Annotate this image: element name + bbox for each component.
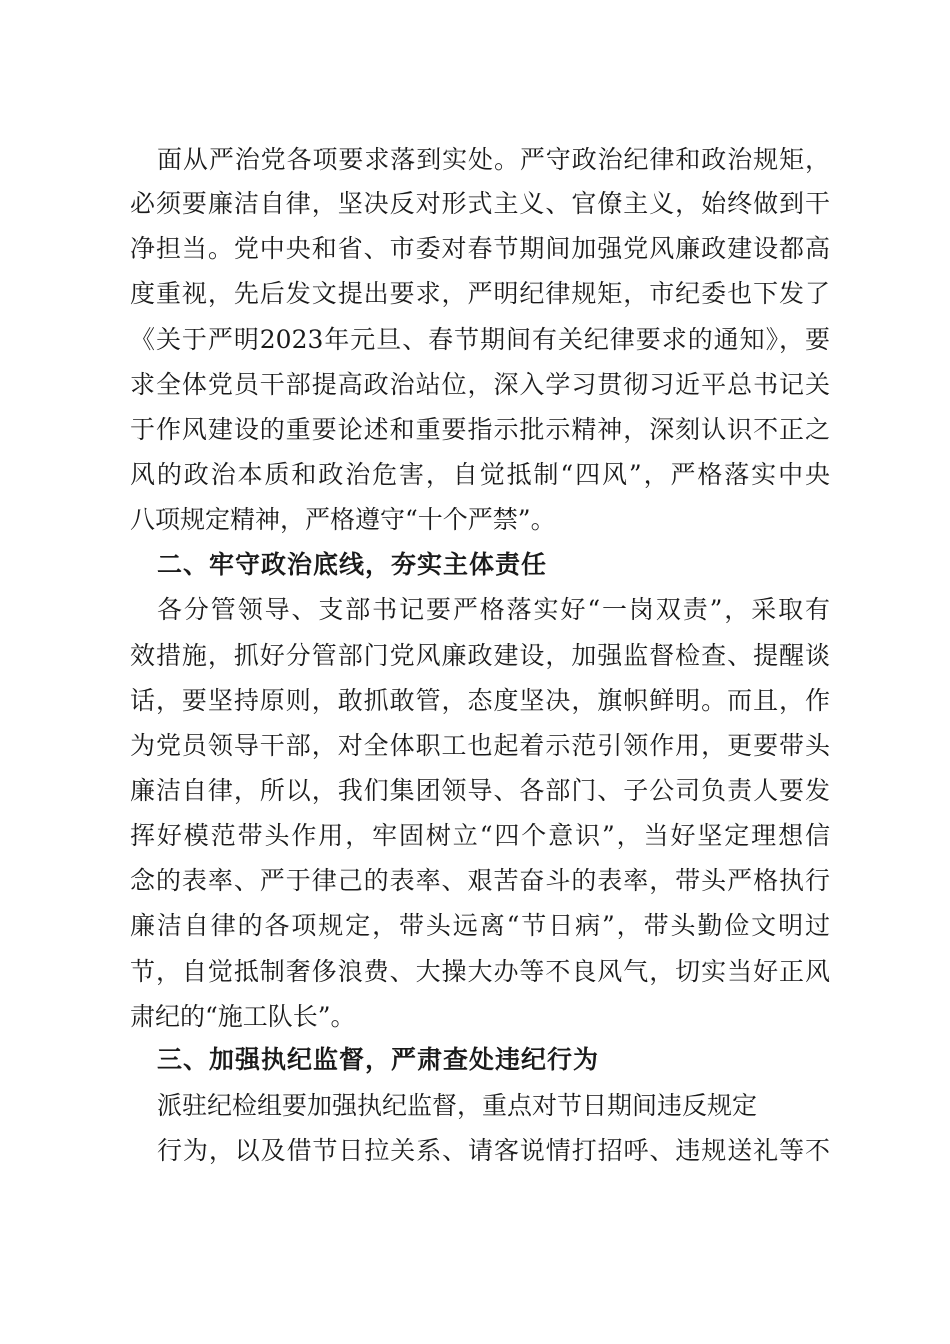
paragraph-3-line-1: 派驻纪检组要加强执纪监督，重点对节日期间违反规定 [157,1091,758,1120]
section-heading-3: 三、加强执纪监督，严肃查处违纪行为 [157,1045,600,1074]
paragraph-2-line-4: 为党员领导干部，对全体职工也起着示范引领作用，更要带头 [130,731,830,760]
paragraph-2-line-2: 效措施，抓好分管部门党风廉政建设，加强监督检查、提醒谈 [130,641,830,670]
paragraph-3-line-2: 行为，以及借节日拉关系、请客说情打招呼、违规送礼等不 [157,1136,830,1165]
paragraph-1-line-7: 于作风建设的重要论述和重要指示批示精神，深刻认识不正之 [130,415,830,444]
paragraph-1-line-4: 度重视，先后发文提出要求，严明纪律规矩，市纪委也下发了 [130,279,830,308]
paragraph-1-line-5: 《关于严明2023年元旦、春节期间有关纪律要求的通知》，要 [130,325,830,354]
paragraph-1-line-9: 八项规定精神，严格遵守“十个严禁”。 [130,505,556,534]
paragraph-1-line-6: 求全体党员干部提高政治站位，深入学习贯彻习近平总书记关 [130,370,830,399]
paragraph-2-line-7: 念的表率、严于律己的表率、艰苦奋斗的表率，带头严格执行 [130,866,830,895]
paragraph-1-line-8: 风的政治本质和政治危害，自觉抵制“四风”，严格落实中央 [130,460,830,489]
paragraph-2-line-9: 节，自觉抵制奢侈浪费、大操大办等不良风气，切实当好正风 [130,957,830,986]
paragraph-2-line-3: 话，要坚持原则，敢抓敢管，态度坚决，旗帜鲜明。而且，作 [130,686,830,715]
section-heading-2: 二、牢守政治底线，夯实主体责任 [157,550,548,579]
paragraph-1-line-1: 面从严治党各项要求落到实处。严守政治纪律和政治规矩， [157,145,830,174]
paragraph-2-line-5: 廉洁自律，所以，我们集团领导、各部门、子公司负责人要发 [130,776,830,805]
paragraph-1-line-2: 必须要廉洁自律，坚决反对形式主义、官僚主义，始终做到干 [130,189,830,218]
paragraph-2-line-10: 肃纪的“施工队长”。 [130,1002,356,1031]
paragraph-1-line-3: 净担当。党中央和省、市委对春节期间加强党风廉政建设都高 [130,234,830,263]
paragraph-2-line-6: 挥好模范带头作用，牢固树立“四个意识”，当好坚定理想信 [130,821,830,850]
paragraph-2-line-8: 廉洁自律的各项规定，带头远离“节日病”，带头勤俭文明过 [130,911,830,940]
paragraph-2-line-1: 各分管领导、支部书记要严格落实好“一岗双责”，采取有 [157,595,830,624]
